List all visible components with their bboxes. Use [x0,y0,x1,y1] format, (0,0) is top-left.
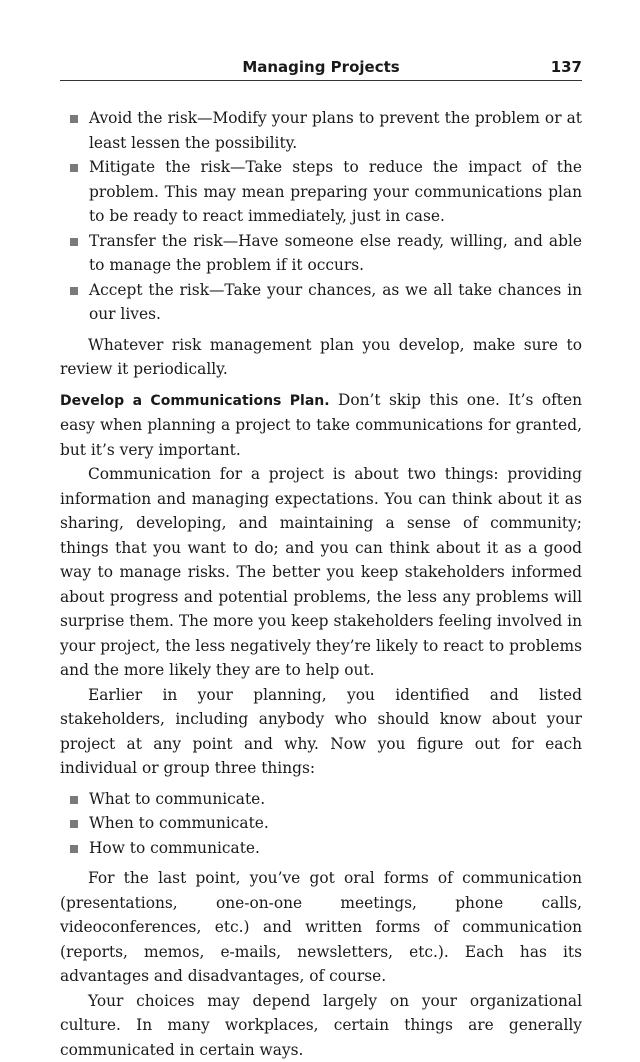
list-item-text: How to communicate. [89,839,260,857]
communication-paragraph: Communication for a project is about two things: providing information and managing expectations. You can think about it as sharing, developing, and maintaining a sense of community; things that you want to do; and you can think about it as a good way to manage risks. The better you keep stakeholders informed about progress and potential problems, the less any problems will surprise them. The more you keep stakeholders feeling involved in your project, the less negatively they’re likely to react to problems and the more likely they are to help out. [60,462,582,683]
square-bullet-icon [70,820,78,828]
list-item-text: Mitigate the risk—Take steps to reduce the impact of the problem. This may mean preparing your communications plan to be ready to react immediately, just in case. [89,158,582,225]
list-item [60,106,582,155]
list-item [60,836,582,861]
list-item [60,278,582,327]
book-page [60,54,582,1062]
body-text [60,106,582,1062]
square-bullet-icon [70,287,78,295]
list-item [60,229,582,278]
running-title: Managing Projects [60,54,582,80]
list-item [60,811,582,836]
culture-paragraph: Your choices may depend largely on your organizational culture. In many workplaces, certain things are generally communicated in certain ways. [60,989,582,1062]
review-paragraph: Whatever risk management plan you develop, make sure to review it periodically. [60,333,582,382]
stakeholders-paragraph: Earlier in your planning, you identified and listed stakeholders, including anybody who should know about your project at any point and why. Now you figure out for each individual or group three things: [60,683,582,781]
section-heading: Develop a Communications Plan. [60,393,330,409]
list-item-text: Transfer the risk—Have someone else ready, willing, and able to manage the problem if it occurs. [89,232,582,275]
list-item-text: Avoid the risk—Modify your plans to prevent the problem or at least lessen the possibility. [89,109,582,152]
square-bullet-icon [70,796,78,804]
list-item [60,155,582,229]
section-intro: Don’t skip this one. It’s often easy when planning a project to take communications for granted, but it’s very important. [60,391,582,459]
square-bullet-icon [70,238,78,246]
three-things-list [60,787,582,861]
communications-plan-paragraph [60,388,582,463]
list-item-text: What to communicate. [89,790,265,808]
square-bullet-icon [70,845,78,853]
running-header [60,54,582,81]
list-item [60,787,582,812]
list-item-text: When to communicate. [89,814,269,832]
page-number: 137 [551,54,582,80]
square-bullet-icon [70,164,78,172]
forms-paragraph: For the last point, you’ve got oral forms of communication (presentations, one-on-one meetings, phone calls, videoconferences, etc.) and written forms of communication (reports, memos, e-mails, newsletters, etc.). Each has its advantages and disadvantages, of course. [60,866,582,989]
list-item-text: Accept the risk—Take your chances, as we all take chances in our lives. [89,281,582,324]
risk-options-list [60,106,582,327]
square-bullet-icon [70,115,78,123]
